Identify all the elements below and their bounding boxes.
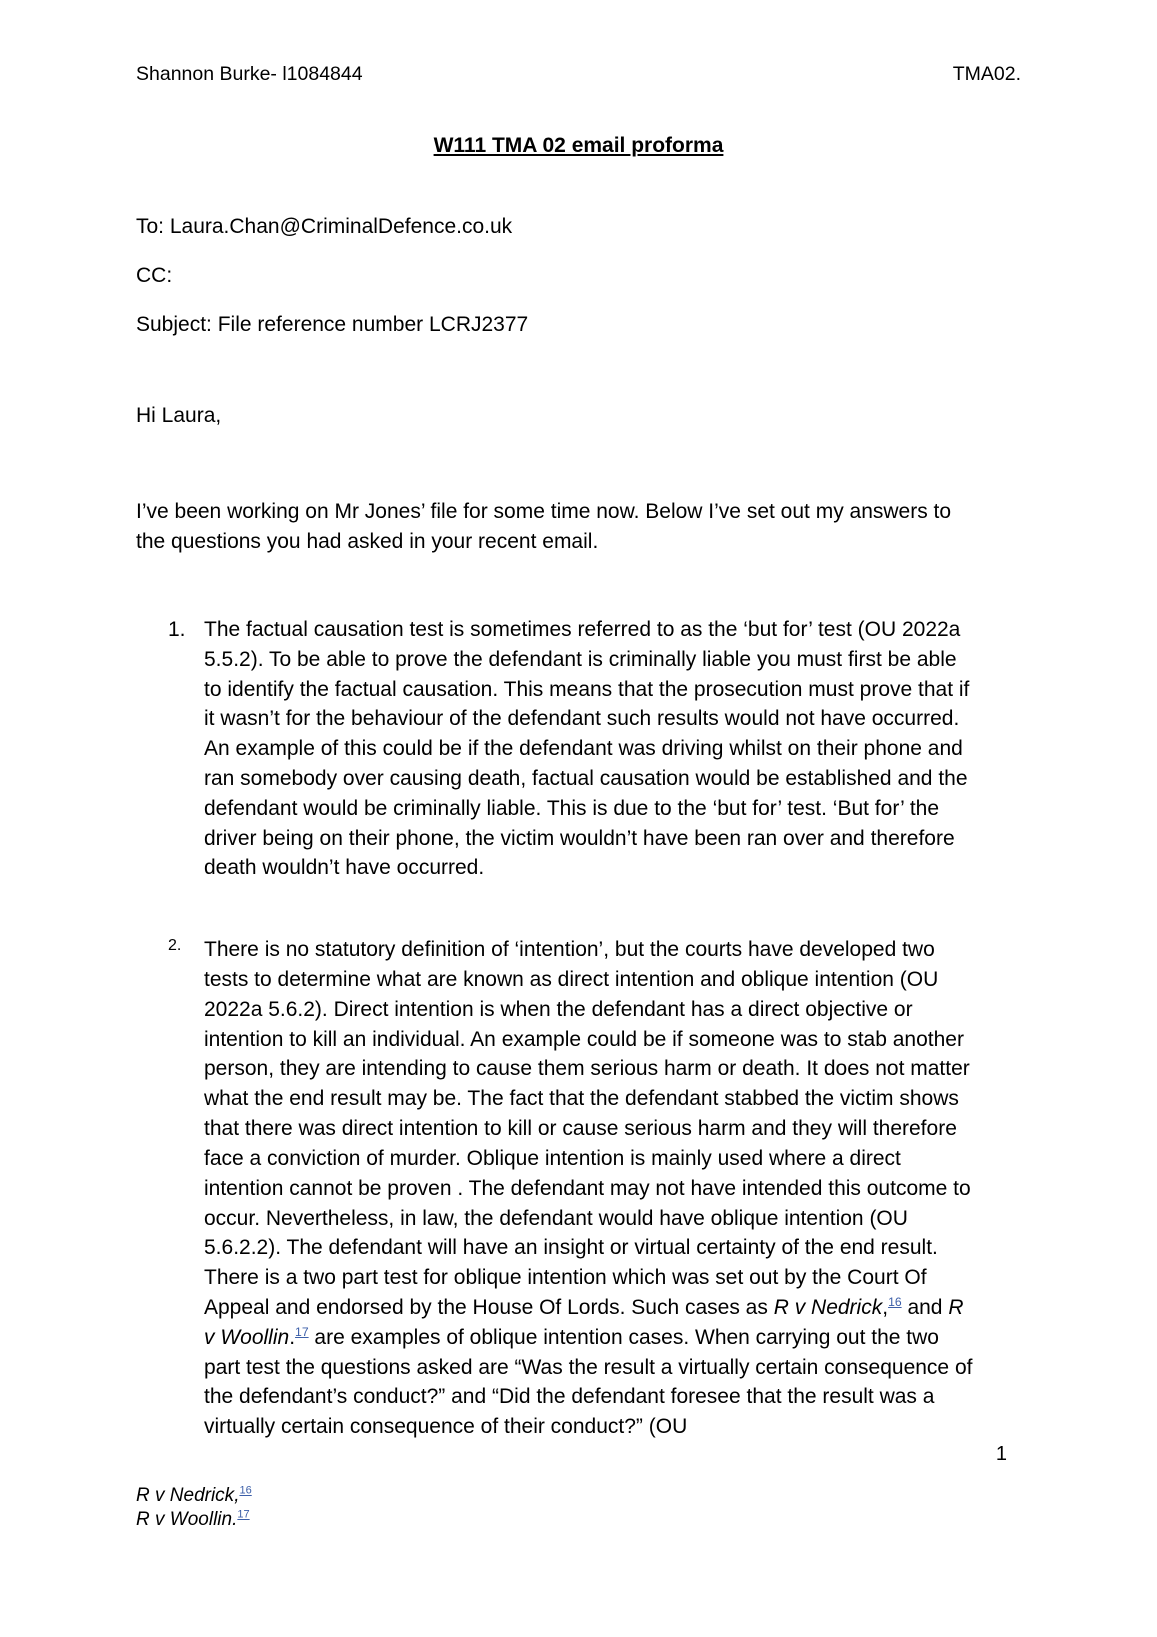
answer-2-text-mid: and: [901, 1295, 949, 1319]
running-header: [136, 62, 1021, 86]
footnote-entry-17: [136, 1508, 252, 1532]
page-title-text: W111 TMA 02 email proforma: [433, 134, 724, 157]
footnote-number-17[interactable]: 17: [237, 1508, 250, 1521]
email-cc-line: CC:: [136, 263, 173, 287]
footnote-case-nedrick: R v Nedrick: [136, 1485, 235, 1506]
footnote-ref-16[interactable]: 16: [888, 1294, 902, 1309]
case-citation-woollin-period: .: [289, 1325, 296, 1349]
email-to-line: To: Laura.Chan@CriminalDefence.co.uk: [136, 215, 513, 238]
page-title: [0, 132, 1157, 159]
footnote-case-woollin: R v Woollin: [136, 1509, 233, 1531]
footnote-punct-16: ,: [234, 1485, 240, 1506]
footnote-punct-17: .: [232, 1509, 238, 1531]
email-greeting: Hi Laura,: [136, 404, 222, 428]
footnote-ref-17[interactable]: 17: [295, 1324, 309, 1339]
list-item-marker: 1.: [168, 617, 186, 641]
header-assignment-code: TMA02.: [952, 63, 1021, 85]
list-item-text: The factual causation test is sometimes referred to as the ‘but for’ test (OU 2022a 5.5.2). To be able to prove the defendant is criminally liable you must first be able to identify the factual causation. This means that the prosecution must prove that if it wasn’t for the behaviour of the defendant such results would not have occurred. An example of this could be if the defendant was driving whilst on their phone and ran somebody over causing death, factual causation would be established and the defendant would be criminally liable. This is due to the ‘but for’ test. ‘But for’ the driver being on their phone, the victim wouldn’t have been ran over and therefore death wouldn’t have occurred.: [204, 617, 970, 880]
case-citation-nedrick: R v Nedrick: [773, 1295, 883, 1319]
footnote-entry-16: [136, 1484, 252, 1508]
list-item-marker: 2.: [168, 937, 182, 955]
list-item: [136, 935, 978, 1442]
email-intro-paragraph: I’ve been working on Mr Jones’ file for some time now. Below I’ve set out my answers to the questions you had asked in your recent email.: [136, 500, 952, 554]
email-subject-line: Subject: File reference number LCRJ2377: [136, 312, 529, 336]
answer-2-text-part-1: There is no statutory definition of ‘intention’, but the courts have developed two tests to determine what are known as direct intention and oblique intention (OU 2022a 5.6.2). Direct intention is when the defendant has a direct objective or intention to kill an individual. An example could be if someone was to stab another person, they are intending to cause them serious harm or death. It does not matter what the end result may be. The fact that the defendant stabbed the victim shows that there was direct intention to kill or cause serious harm and they will therefore face a conviction of murder. Oblique intention is mainly used where a direct intention cannot be proven . The defendant may not have intended this outcome to occur. Nevertheless, in law, the defendant would have oblique intention (OU 5.6.2.2). The defendant will have an insight or virtual certainty of the end result. There is a two part test for oblique intention which was set out by the Court Of Appeal and endorsed by the House Of Lords. Such cases as: [204, 938, 971, 1319]
footnotes-area: [136, 1484, 252, 1533]
case-citation-nedrick-comma: ,: [882, 1295, 889, 1319]
answers-list: [136, 615, 978, 1442]
answer-2-text-part-2: are examples of oblique intention cases. When carrying out the two part test the questions asked are “Was the result a virtually certain consequence of the defendant’s conduct?” and “Did the defendant foresee that the result was a virtually certain consequence of their conduct?” (OU: [204, 1325, 973, 1439]
document-body: [136, 212, 978, 1442]
page-number: 1: [995, 1443, 1007, 1465]
footnote-number-16[interactable]: 16: [239, 1484, 252, 1497]
list-item-text: [204, 935, 978, 1442]
case-citation-woollin: R v Woollin: [204, 1295, 964, 1349]
list-item: [136, 615, 978, 883]
header-student-name: Shannon Burke- l1084844: [136, 63, 363, 85]
